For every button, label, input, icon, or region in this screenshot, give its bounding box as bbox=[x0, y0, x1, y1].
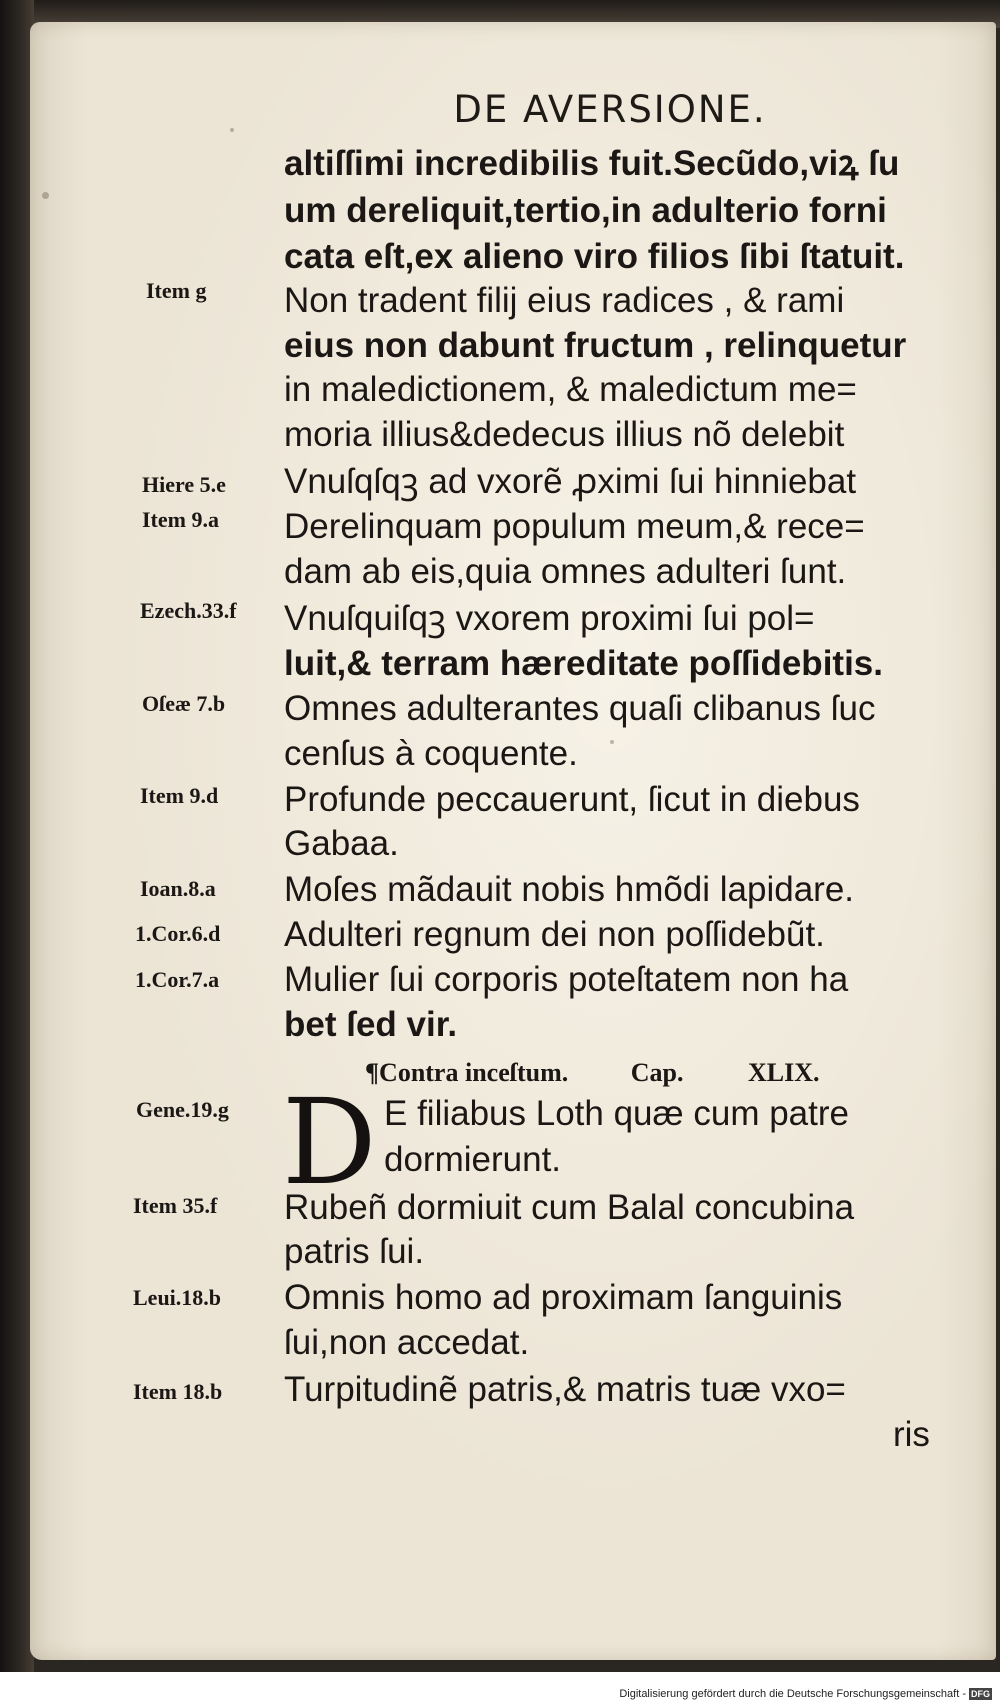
text-line: ris bbox=[893, 1415, 930, 1454]
margin-note: Ioan.8.a bbox=[140, 876, 216, 901]
text-line: Vnuſquiſqꝫ vxorem proximi ſui pol= bbox=[284, 599, 815, 638]
credit-text: Digitalisierung gefördert durch die Deutsche Forschungsgemeinschaft - bbox=[619, 1688, 966, 1700]
running-title: DE AVERSIONE. bbox=[453, 88, 767, 131]
text-line: Moſes mãdauit nobis hmõdi lapidare. bbox=[284, 870, 855, 909]
text-line: eius non dabunt fructum , relinquetur bbox=[284, 326, 907, 365]
margin-note: Gene.19.g bbox=[136, 1097, 229, 1122]
text-line: ſui,non accedat. bbox=[284, 1323, 530, 1362]
text-line: Adulteri regnum dei non poſſidebũt. bbox=[284, 915, 825, 954]
text-line: patris ſui. bbox=[284, 1232, 425, 1271]
margin-note: 1.Cor.7.a bbox=[135, 967, 220, 992]
text-line: Derelinquam populum meum,& rece= bbox=[284, 507, 865, 546]
text-line: dormierunt. bbox=[384, 1140, 562, 1179]
margin-note: Hiere 5.e bbox=[142, 472, 226, 497]
margin-note: Item 9.a bbox=[142, 507, 219, 532]
text-line: Profunde peccauerunt, ſicut in diebus bbox=[284, 780, 860, 819]
text-line: Turpitudinẽ patris,& matris tuæ vxo= bbox=[284, 1370, 846, 1409]
margin-note: Oſeæ 7.b bbox=[142, 691, 226, 716]
text-line: Non tradent filij eius radices , & rami bbox=[284, 281, 845, 320]
text-line: altiſſimi incredibilis fuit.Secũdo,viꝝ ſu bbox=[284, 144, 900, 183]
chapter-heading bbox=[365, 1058, 820, 1088]
margin-note: Item g bbox=[146, 278, 207, 303]
chapter-cap-label: Cap. bbox=[630, 1058, 684, 1087]
drop-cap: D bbox=[282, 1073, 377, 1211]
paper-spot bbox=[610, 740, 614, 744]
text-line: in maledictionem, & maledictum me= bbox=[284, 370, 857, 409]
margin-note: Item 9.d bbox=[140, 783, 219, 808]
text-line: Mulier ſui corporis poteſtatem non ha bbox=[284, 960, 849, 999]
digitization-credit bbox=[619, 1688, 992, 1700]
margin-note: Item 35.f bbox=[133, 1193, 218, 1218]
margin-note: Ezech.33.f bbox=[140, 598, 237, 623]
text-line: Vnuſqſqꝫ ad vxorẽ ꝓximi ſui hinniebat bbox=[284, 462, 857, 501]
chapter-title: ¶Contra inceſtum. bbox=[365, 1058, 569, 1087]
text-line: Rubeñ dormiuit cum Balal concubina bbox=[284, 1188, 855, 1227]
text-line: Gabaa. bbox=[284, 824, 399, 863]
paper-spot bbox=[42, 192, 49, 199]
text-line: um dereliquit,tertio,in adulterio forni bbox=[284, 191, 887, 230]
text-line: bet ſed vir. bbox=[284, 1005, 458, 1044]
book-spine-edge bbox=[0, 0, 34, 1703]
text-line: dam ab eis,quia omnes adulteri ſunt. bbox=[284, 552, 847, 591]
text-line: Omnes adulterantes quaſi clibanus ſuc bbox=[284, 689, 876, 728]
chapter-number: XLIX. bbox=[748, 1058, 820, 1087]
dfg-logo: DFG bbox=[971, 1689, 990, 1699]
text-line: cata eſt,ex alieno viro filios ſibi ſtatuit. bbox=[284, 237, 905, 276]
text-line: moria illius&dedecus illius nõ delebit bbox=[284, 415, 845, 454]
text-line: E filiabus Loth quæ cum patre bbox=[384, 1094, 849, 1133]
margin-note: Item 18.b bbox=[133, 1379, 223, 1404]
text-line: cenſus à coquente. bbox=[284, 734, 578, 773]
text-line: Omnis homo ad proximam ſanguinis bbox=[284, 1278, 843, 1317]
text-line: luit,& terram hæreditate poſſidebitis. bbox=[284, 644, 883, 683]
margin-note: Leui.18.b bbox=[133, 1285, 222, 1310]
margin-note: 1.Cor.6.d bbox=[135, 921, 221, 946]
